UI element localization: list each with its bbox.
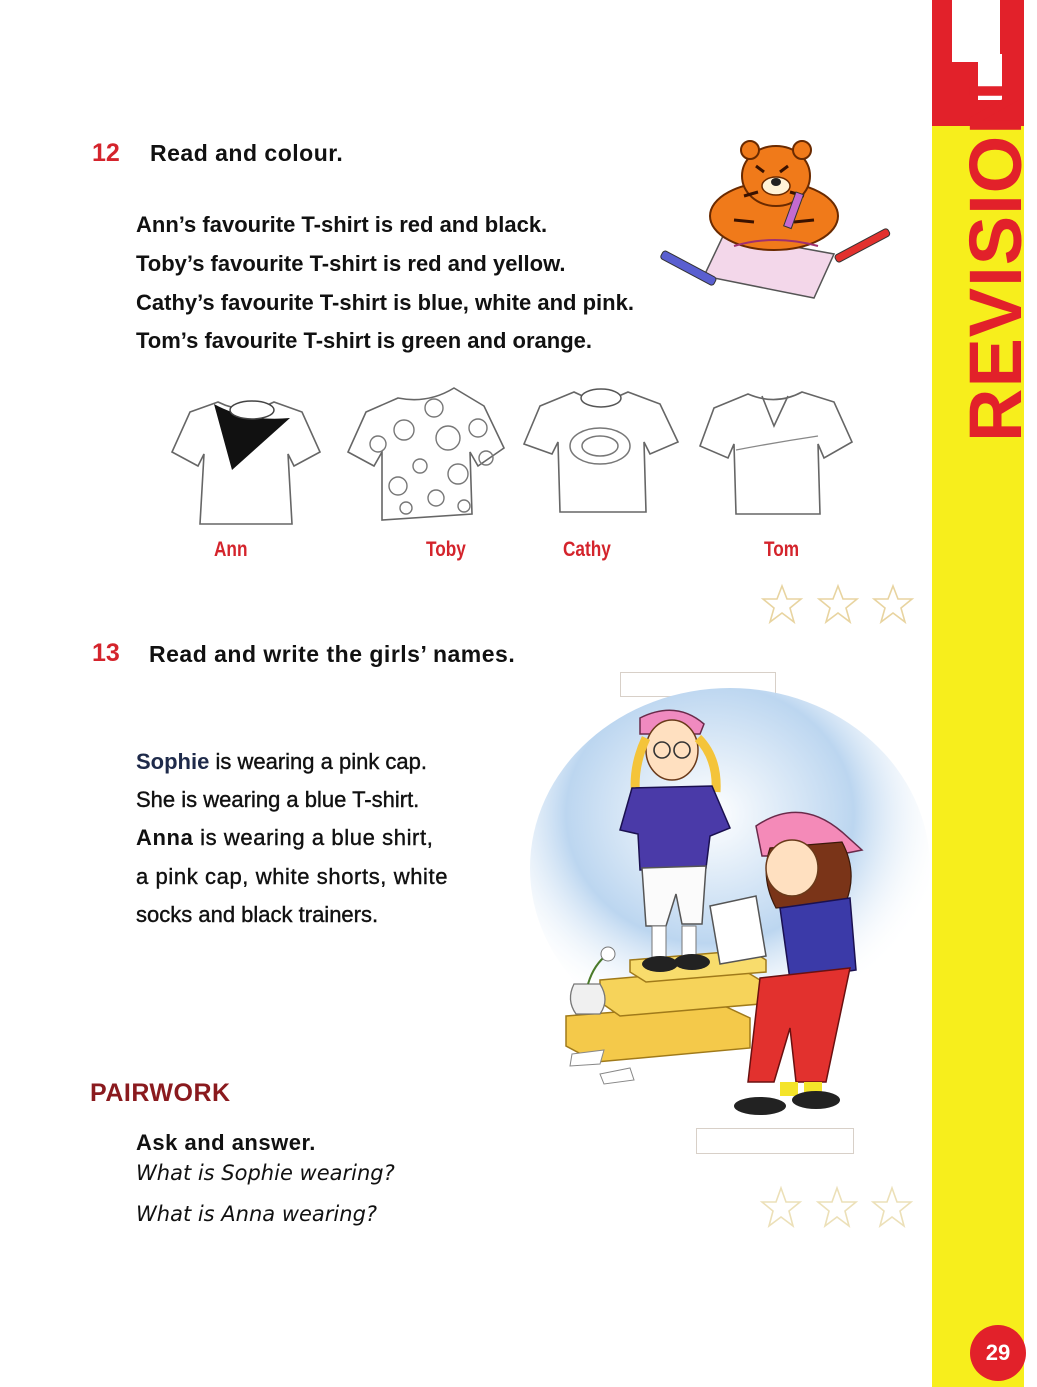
anna-line3: socks and black trainers. (136, 902, 379, 927)
ex12-line-toby: Toby’s favourite T-shirt is red and yellow. (136, 251, 566, 276)
ex12-line-ann: Ann’s favourite T-shirt is red and black. (136, 212, 548, 237)
girls-illustration (560, 698, 930, 1130)
shirt-label-toby: Toby (426, 538, 466, 561)
anna-name: Anna (136, 825, 194, 850)
pairwork-instruction: Ask and answer. (136, 1130, 316, 1155)
star-outline-icon (760, 1186, 914, 1228)
sophie-line2: She is wearing a blue T-shirt. (136, 787, 420, 812)
ex13-line-4 (136, 864, 448, 890)
exercise-13-number: 13 (92, 639, 120, 667)
ex13-line-3 (136, 825, 433, 851)
shirt-label-tom: Tom (764, 538, 800, 561)
pairwork-heading: PAIRWORK (90, 1079, 231, 1107)
ex13-line-5 (136, 902, 378, 928)
pairwork-question-1: What is Sophie wearing? (136, 1161, 395, 1185)
exercise-12-number: 12 (92, 139, 120, 167)
star-outline-icon (762, 584, 914, 624)
unit-tab-white (952, 0, 1000, 62)
tshirt-cathy-icon (522, 382, 680, 518)
tshirt-toby-icon (346, 382, 506, 528)
exercise-12-title: Read and colour. (150, 140, 344, 166)
tshirt-ann-icon (170, 392, 322, 532)
ex13-line-1 (136, 749, 427, 775)
sophie-name: Sophie (136, 749, 210, 774)
shirt-label-cathy: Cathy (563, 538, 611, 561)
ex12-line-cathy: Cathy’s favourite T-shirt is blue, white and pink. (136, 290, 634, 315)
ex13-line-2 (136, 787, 419, 813)
anna-line1-rest: is wearing a blue shirt, (193, 825, 434, 850)
tshirt-tom-icon (698, 384, 854, 520)
ex12-line-tom: Tom’s favourite T-shirt is green and orange. (136, 328, 592, 353)
tiger-drawing-icon (664, 136, 894, 301)
name-answer-box-bottom[interactable] (696, 1128, 854, 1154)
shirt-label-ann: Ann (214, 538, 248, 561)
page-number: 29 (970, 1325, 1026, 1381)
sophie-line1-rest: is wearing a pink cap. (209, 749, 428, 774)
pairwork-question-2: What is Anna wearing? (136, 1202, 378, 1226)
exercise-13-title: Read and write the girls’ names. (149, 641, 516, 667)
section-label: REVISION (954, 80, 1037, 442)
anna-line2: a pink cap, white shorts, white (136, 864, 449, 889)
